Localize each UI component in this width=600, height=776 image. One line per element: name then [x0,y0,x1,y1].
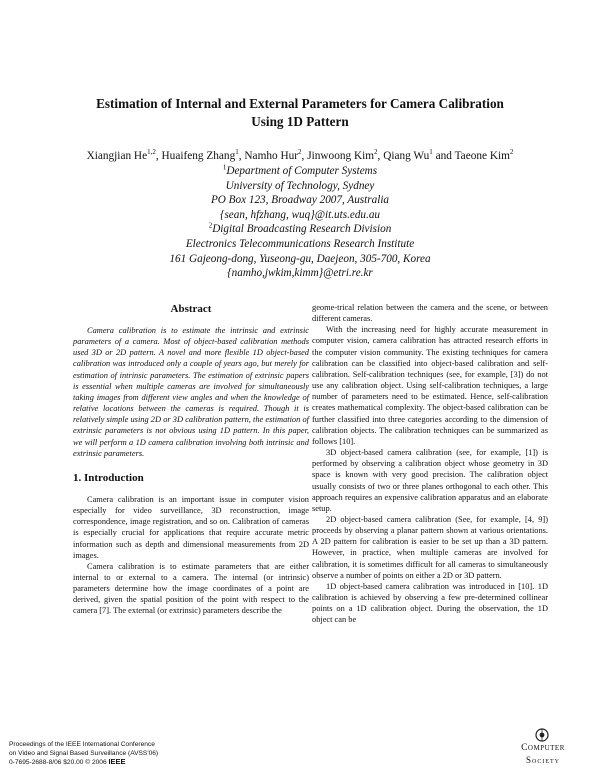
right-paragraph-3: 2D object-based camera calibration (See, for example, [4, 9]) proceeds by observing a planar pattern shown at various orientations. A 2D pattern for calibration is easier to be set up than a 3D pattern. However, in practice, when multiple cameras are involved for calibration, it is sometimes difficult for all cameras to simultaneously observe a number of points on either a 2D or 3D pattern. [312,514,548,580]
abstract-heading: Abstract [170,303,212,315]
right-paragraph-2: 3D object-based camera calibration (see, for example, [1]) is performed by observing a calibration object whose geometry in 3D space is known with very good precision. The calibration object usually consists of two or three planes orthogonal to each other. This approach requires an expensive calibration apparatus and an elaborate setup. [312,448,548,513]
intro-paragraph-2: Camera calibration is to estimate parameters that are either internal to or external to a camera. The internal (or intrinsic) parameters determine how the image coordinates of a point are derived, given the spatial position of the point with respect to the camera [7]. The external (or extrinsic) parameters describe the [73,561,309,616]
computer-society-icon [534,728,550,742]
abstract-text: Camera calibration is to estimate the intrinsic and extrinsic parameters of a camera. Most of object-based calibration methods used 3D or 2D pattern. A novel and more flexible 1D object-based calibration was introduced only a couple of years ago, but merely for estimation of intrinsic parameters. The estimation of extrinsic papers is essential when multiple cameras are involved for simultaneously taking images from different view angles and when the knowledge of relative locations between the cameras is required. Though it is relatively simple using 2D or 3D calibration pattern, the estimation of extrinsic parameters is not obvious using 1D pattern. In this paper, we will perform a 1D camera calibration involving both intrinsic and extrinsic parameters. [73,326,309,458]
footer-line-3: 0-7695-2688-8/06 $20.00 © 2006 IEEE [9,757,126,767]
affiliation-2-address: 161 Gajeong-dong, Yuseong-gu, Daejeon, 305-700, Korea [169,252,431,265]
author: Taeone Kim$^2$ [454,148,514,162]
affiliation-1-address: PO Box 123, Broadway 2007, Australia [210,194,390,207]
affiliation-2-email: {namho,jwkim,kimm}@etri.re.kr [227,267,373,280]
author-list [40,149,560,163]
logo-text-computer: Computer [521,743,565,753]
introduction-heading: 1. Introduction [73,471,144,484]
title-line-1: Estimation of Internal and External Parameters for Camera Calibration [96,96,504,111]
right-paragraph-1: With the increasing need for highly accurate measurement in computer vision, camera calibration has attracted research efforts in the computer vision community. The existing techniques for camera calibration can be classified into object-based calibration and self-calibration. Self-calibration techniques (see, for example, [3]) do not use any calibration object. Using self-calibration techniques, a large number of parameters need to be estimated. Hence, self-calibration creates mathematical complexity. The object-based calibration can be further classified into three categories according to the dimension of calibration objects. The calibration techniques can be summarized as follows [10]. [312,325,548,446]
paper-title [60,95,540,131]
left-column [73,302,309,617]
affiliation-2-institute: Electronics Telecommunications Research Institute [185,237,415,250]
footer-line-2: on Video and Signal Based Surveillance (AVSS'06) [9,749,159,757]
right-paragraph-0: geome-trical relation between the camera and the scene, or between different cameras. [312,303,548,324]
intro-paragraph-1: Camera calibration is an important issue in computer vision especially for video surveillance, 3D reconstruction, image correspondence, image registration, and so on. Calibration of cameras is especially crucial for applications that require accurate metric information such as depth and dimensional measurements from 2D images. [73,494,309,560]
computer-society-logo [508,728,578,772]
affiliation-2-division: $^2$Digital Broadcasting Research Division [208,221,392,236]
affiliation-1-dept: $^1$Department of Computer Systems [222,163,378,177]
proceedings-footer [9,741,158,768]
affiliation-1-university: University of Technology, Sydney [225,179,375,192]
title-line-2: Using 1D Pattern [251,114,349,129]
logo-text-society: Society [525,755,560,765]
footer-line-1: Proceedings of the IEEE International Conference [9,741,155,748]
author: Huaifeng Zhang$^1$, [161,148,245,162]
affiliation-1-email: {sean, hfzhang, wuq}@it.uts.edu.au [219,208,381,221]
author: Jinwoong Kim$^2$, [307,148,384,162]
affiliations [40,164,560,281]
author: Xiangjian He$^{1,2}$, [86,148,162,162]
ieee-mark: IEEE [108,757,126,767]
right-paragraph-4: 1D object-based camera calibration was introduced in [10]. 1D calibration is achieved by observing a few pre-determined collinear points on a 1D calibration object. During the observation, the 1D object can be [312,581,548,625]
author: Qiang Wu$^1$ and [383,148,455,162]
author: Namho Hur$^2$, [244,148,308,162]
right-column [312,302,548,626]
